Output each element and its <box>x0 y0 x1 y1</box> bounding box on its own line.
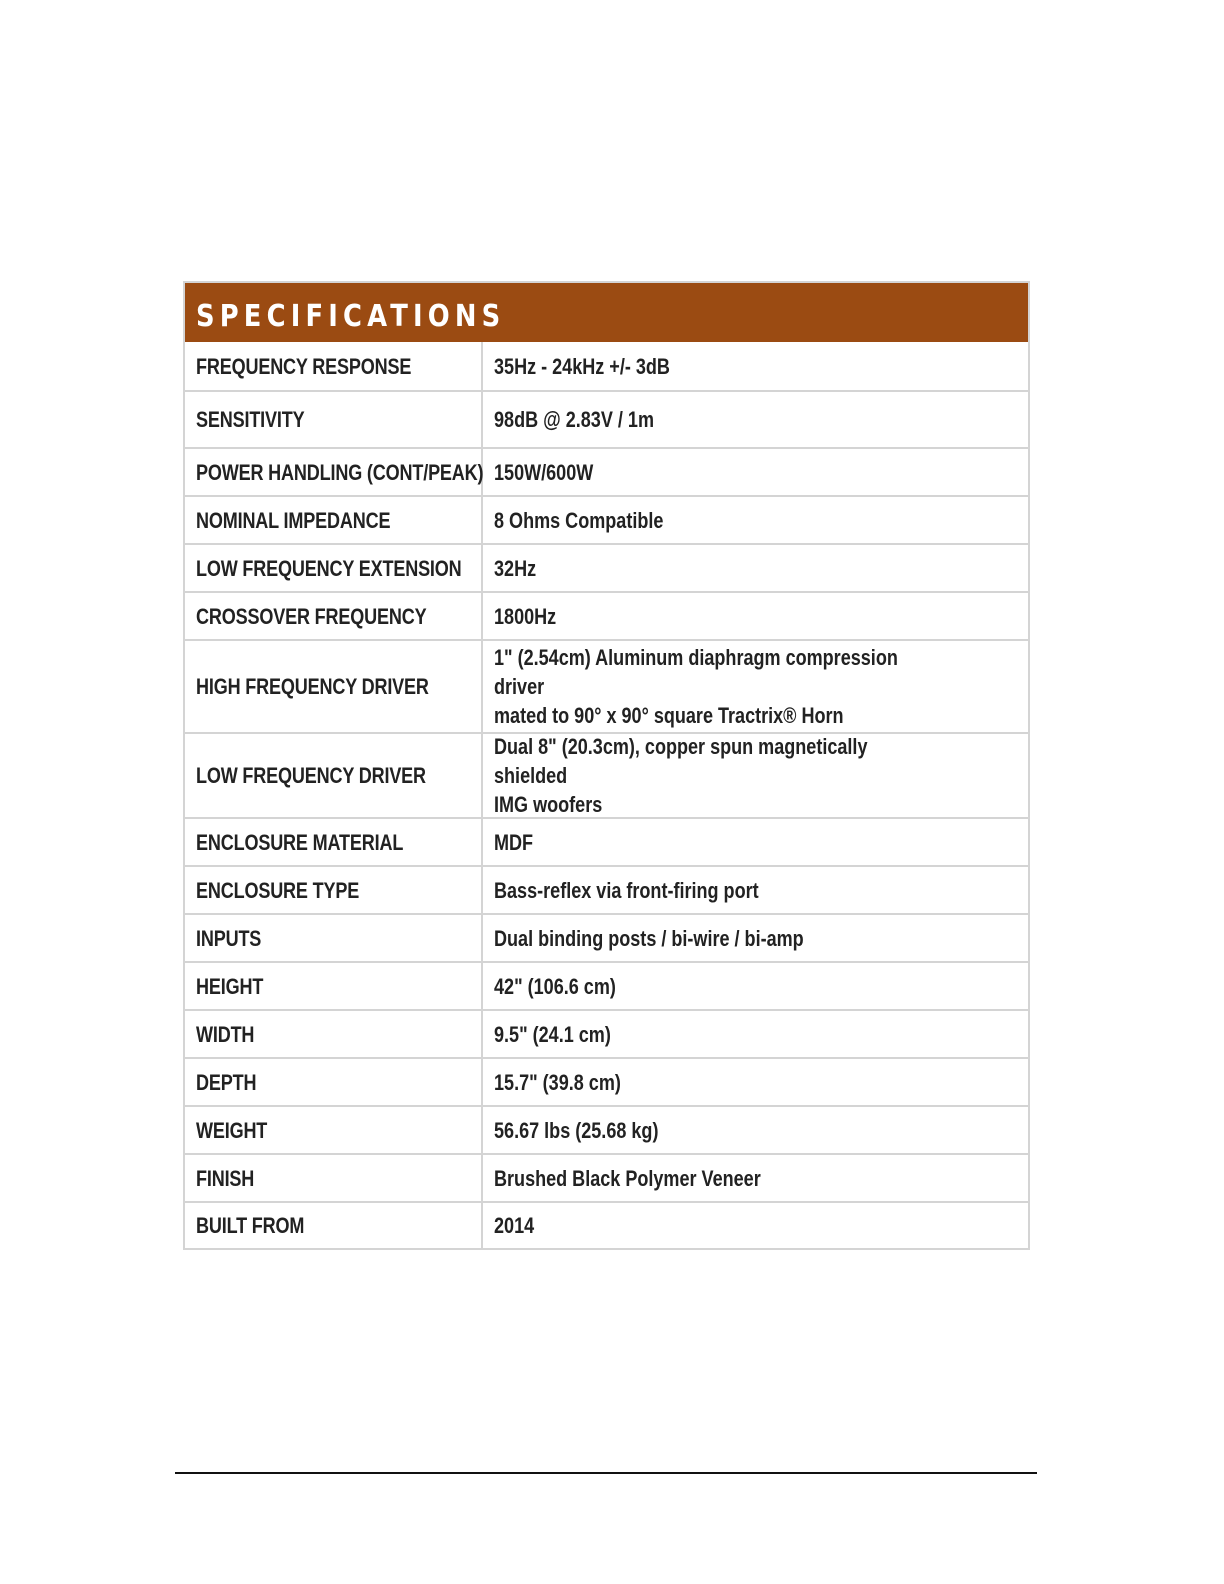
spec-label: DEPTH <box>185 1059 483 1105</box>
spec-label: INPUTS <box>185 915 483 961</box>
spec-value: 32Hz <box>494 555 537 581</box>
specifications-table <box>183 281 1030 1250</box>
table-row <box>185 1201 1028 1248</box>
spec-label: WEIGHT <box>185 1107 483 1153</box>
spec-value: Dual binding posts / bi-wire / bi-amp <box>494 925 804 951</box>
spec-label: HIGH FREQUENCY DRIVER <box>185 641 483 732</box>
spec-label: FINISH <box>185 1155 483 1201</box>
spec-value: 8 Ohms Compatible <box>494 507 664 533</box>
footer-divider <box>175 1472 1037 1474</box>
table-row <box>185 961 1028 1009</box>
spec-label: BUILT FROM <box>185 1203 483 1248</box>
spec-value: 150W/600W <box>494 459 594 485</box>
specifications-title: SPECIFICATIONS <box>196 299 506 334</box>
table-row <box>185 1009 1028 1057</box>
table-row <box>185 865 1028 913</box>
spec-value: 35Hz - 24kHz +/- 3dB <box>494 353 670 379</box>
table-row <box>185 390 1028 447</box>
spec-value: Brushed Black Polymer Veneer <box>494 1165 761 1191</box>
table-row <box>185 1153 1028 1201</box>
spec-value: 56.67 lbs (25.68 kg) <box>494 1117 659 1143</box>
specifications-header <box>185 283 1028 342</box>
spec-label: CROSSOVER FREQUENCY <box>185 593 483 639</box>
spec-value: 1800Hz <box>494 603 557 629</box>
spec-value: 15.7" (39.8 cm) <box>494 1069 621 1095</box>
spec-value: Dual 8" (20.3cm), copper spun magnetically shielded IMG woofers <box>494 734 868 817</box>
spec-label: FREQUENCY RESPONSE <box>185 342 483 390</box>
spec-label: ENCLOSURE TYPE <box>185 867 483 913</box>
table-row <box>185 495 1028 543</box>
spec-value: 98dB @ 2.83V / 1m <box>494 407 654 432</box>
spec-label: ENCLOSURE MATERIAL <box>185 819 483 865</box>
spec-label: SENSITIVITY <box>185 392 483 447</box>
table-row <box>185 1105 1028 1153</box>
table-row <box>185 639 1028 732</box>
spec-value: 1" (2.54cm) Aluminum diaphragm compression driver mated to 90° x 90° square Tractrix® Horn <box>494 645 898 728</box>
table-row <box>185 342 1028 390</box>
spec-label: LOW FREQUENCY EXTENSION <box>185 545 483 591</box>
table-row <box>185 447 1028 495</box>
spec-label: LOW FREQUENCY DRIVER <box>185 734 483 817</box>
table-row <box>185 1057 1028 1105</box>
table-row <box>185 817 1028 865</box>
table-row <box>185 591 1028 639</box>
table-row <box>185 543 1028 591</box>
table-row <box>185 913 1028 961</box>
table-row <box>185 732 1028 817</box>
spec-label: WIDTH <box>185 1011 483 1057</box>
spec-value: 42" (106.6 cm) <box>494 973 616 999</box>
spec-value: 9.5" (24.1 cm) <box>494 1021 611 1047</box>
spec-label: HEIGHT <box>185 963 483 1009</box>
spec-value: Bass-reflex via front-firing port <box>494 877 759 903</box>
spec-label: POWER HANDLING (CONT/PEAK) <box>185 449 483 495</box>
spec-value: MDF <box>494 829 534 855</box>
spec-value: 2014 <box>494 1213 535 1238</box>
spec-label: NOMINAL IMPEDANCE <box>185 497 483 543</box>
